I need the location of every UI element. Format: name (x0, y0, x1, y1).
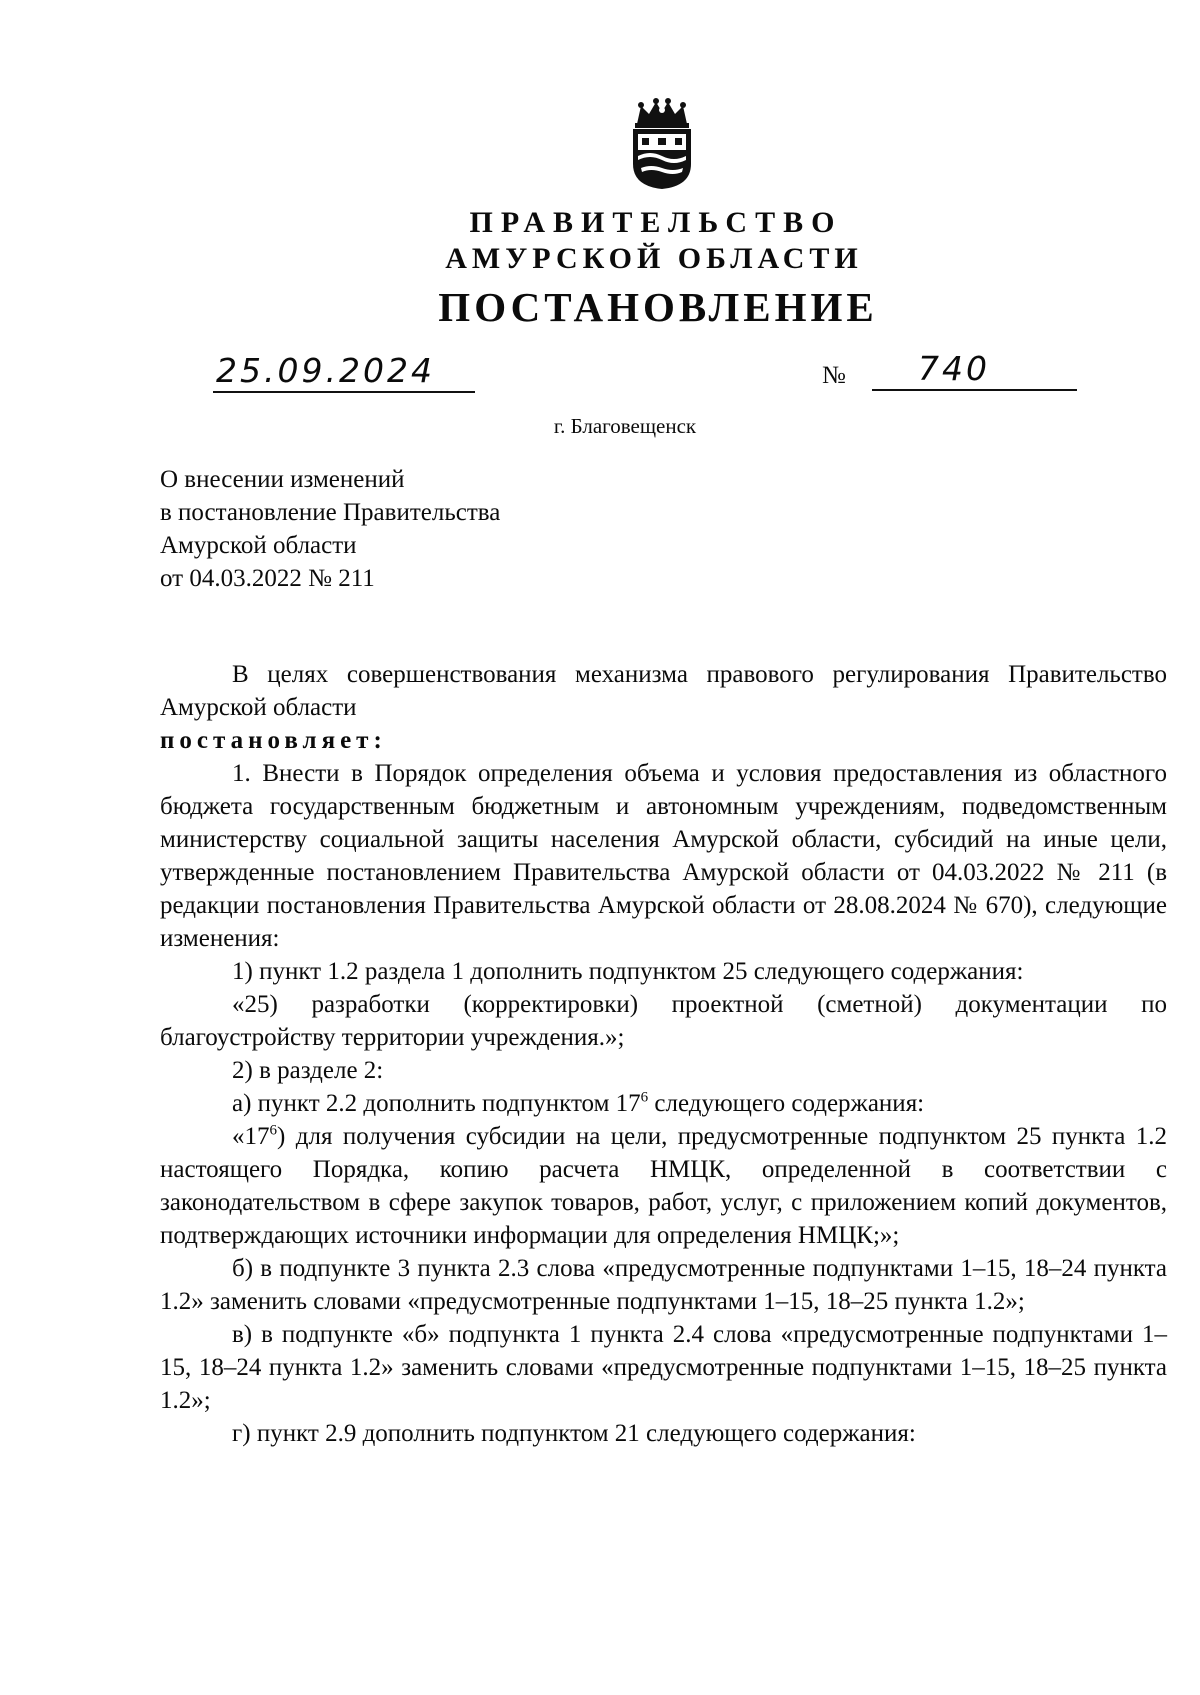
paragraph-quote-25: «25) разработки (корректировки) проектной (сметной) документации по благоустройству территории учреждения.»; (160, 991, 1167, 1051)
document-date: 25.09.2024 (216, 351, 435, 390)
document-body (160, 658, 1167, 1450)
document-number: 740 (918, 349, 990, 388)
preamble-paragraph: В целях совершенствования механизма правового регулирования Правительство Амурской области (160, 661, 1167, 721)
date-underline (213, 391, 475, 393)
coat-of-arms-emblem (627, 98, 697, 190)
subject-line: в постановление Правительства (160, 499, 501, 526)
decree-word: постановляет: (160, 727, 387, 754)
region-heading: АМУРСКОЙ ОБЛАСТИ (445, 242, 863, 275)
paragraph-quote-17-6: «$17^6$) для получения субсидии на цели, предусмотренные подпунктом 25 пункта 1.2 настоящего Порядка, копию расчета НМЦК, определенной в соответствии с законодательством в сфере закупок товаров, работ, услуг, с приложением копий документов, подтверждающих источники информации для определения НМЦК;»; (160, 1122, 1167, 1249)
city: г. Благовещенск (553, 414, 697, 438)
document-subject (160, 463, 500, 595)
paragraph-1: 1. Внести в Порядок определения объема и условия предоставления из областного бюджета государственным бюджетным и автономным учреждениям, подведомственным министерству социальной защиты населения Амурской области, субсидий на иные цели, утвержденные постановлением Правительства Амурской области от 04.03.2022 № 211 (в редакции постановления Правительства Амурской области от 28.08.2024 № 670), следующие изменения: (160, 760, 1167, 952)
paragraph-2b: б) в подпункте 3 пункта 2.3 слова «предусмотренные подпунктами 1–15, 18–24 пункта 1.2» заменить словами «предусмотренные подпунктами 1–15, 18–25 пункта 1.2»; (160, 1255, 1167, 1315)
paragraph-1-1: 1) пункт 1.2 раздела 1 дополнить подпунктом 25 следующего содержания: (232, 958, 1024, 985)
subject-line: Амурской области (160, 532, 357, 559)
subject-line: от 04.03.2022 № 211 (160, 565, 375, 592)
number-underline (872, 389, 1077, 391)
paragraph-2a: а) пункт 2.2 дополнить подпунктом $17^6$ следующего содержания: (232, 1089, 925, 1117)
government-heading: ПРАВИТЕЛЬСТВО (469, 206, 843, 239)
paragraph-2: 2) в разделе 2: (232, 1057, 384, 1084)
paragraph-2g: г) пункт 2.9 дополнить подпунктом 21 следующего содержания: (232, 1420, 916, 1447)
document-type-heading: ПОСТАНОВЛЕНИЕ (438, 284, 878, 330)
paragraph-2v: в) в подпункте «б» подпункта 1 пункта 2.4 слова «предусмотренные подпунктами 1–15, 18–24 пункта 1.2» заменить словами «предусмотренные подпунктами 1–15, 18–25 пункта 1.2»; (160, 1321, 1167, 1414)
number-sign: № (822, 362, 846, 389)
subject-line: О внесении изменений (160, 466, 405, 493)
